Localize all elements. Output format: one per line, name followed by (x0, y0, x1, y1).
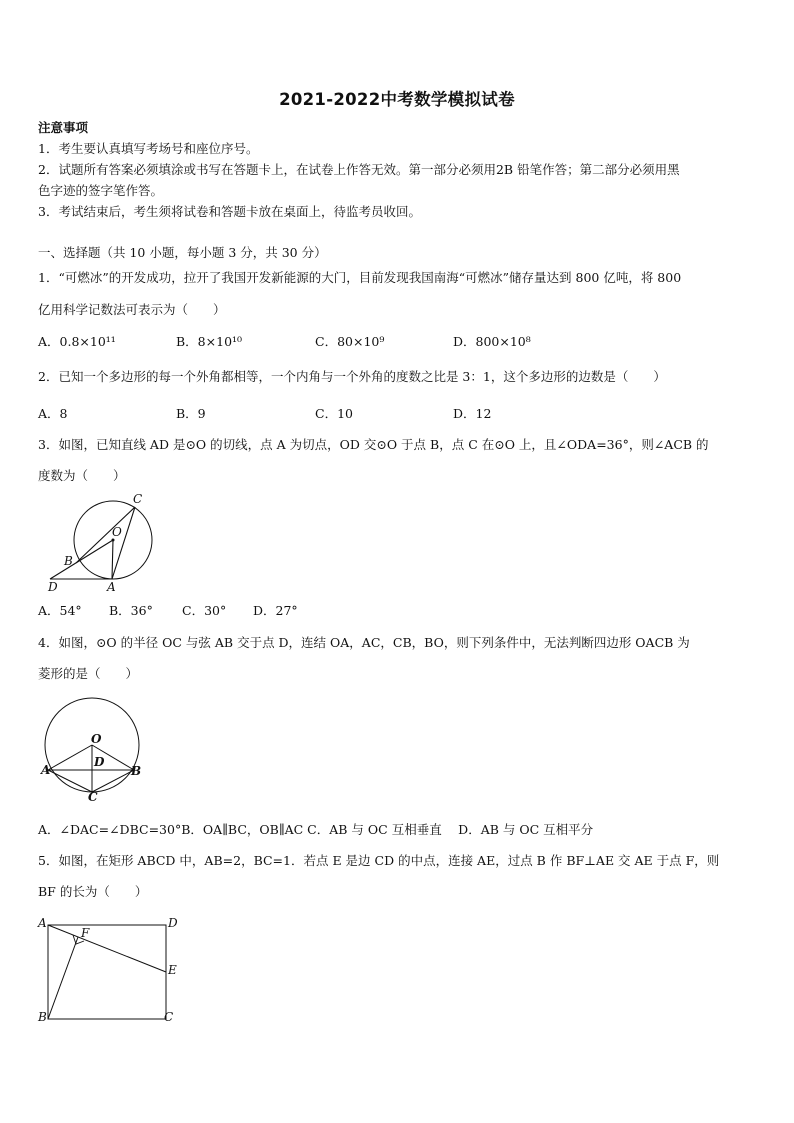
segment-ae (48, 925, 166, 972)
line-oa (112, 540, 113, 579)
question-1-line-1: 1．“可燃冰”的开发成功，拉开了我国开发新能源的大门，目前发现我国南海“可燃冰”储存量达到 800 亿吨，将 800 (38, 270, 682, 285)
label-b: B (38, 1010, 47, 1024)
question-5-line-1: 5．如图，在矩形 ABCD 中，AB=2，BC=1．若点 E 是边 CD 的中点，连接 AE，过点 B 作 BF⊥AE 交 AE 于点 F，则 (38, 853, 720, 868)
label-o: O (91, 732, 102, 746)
question-1-option-c: C．80×10⁹ (315, 334, 385, 349)
question-3-option-d: D．27° (253, 603, 298, 618)
question-3-line-1: 3．如图，已知直线 AD 是⊙O 的切线，点 A 为切点，OD 交⊙O 于点 B，点 C 在⊙O 上，且∠ODA=36°，则∠ACB 的 (38, 437, 709, 452)
label-b: B (131, 764, 142, 778)
line-do (50, 540, 113, 579)
question-1-option-a: A．0.8×10¹¹ (38, 334, 116, 349)
notes-heading: 注意事项 (38, 120, 89, 135)
label-b: B (64, 554, 73, 568)
label-d: D (94, 755, 105, 769)
question-1-option-d: D．800×10⁸ (453, 334, 531, 349)
question-4-line-2: 菱形的是（ ） (38, 666, 139, 681)
segment-bc (92, 770, 134, 792)
question-5-line-2: BF 的长为（ ） (38, 884, 148, 899)
question-3-option-c: C．30° (182, 603, 227, 618)
page-title: 2021-2022中考数学模拟试卷 (279, 90, 515, 109)
label-c: C (164, 1010, 174, 1024)
segment-ac (48, 770, 92, 792)
notes-item-2-cont: 色字迹的签字笔作答。 (38, 183, 164, 198)
label-e: E (168, 963, 177, 977)
question-1-option-b: B．8×10¹⁰ (176, 334, 243, 349)
question-4-figure (36, 690, 151, 805)
label-a: A (107, 580, 116, 594)
notes-item-1: 1．考生要认真填写考场号和座位序号。 (38, 141, 259, 156)
question-2-option-a: A．8 (38, 406, 68, 421)
question-1-line-2: 亿用科学记数法可表示为（ ） (38, 302, 226, 317)
question-3-figure (40, 490, 165, 595)
label-o: O (112, 525, 122, 539)
label-f: F (81, 926, 90, 940)
question-3-option-a: A．54° (38, 603, 82, 618)
label-c: C (133, 492, 143, 506)
question-2-line-1: 2．已知一个多边形的每一个外角都相等，一个内角与一个外角的度数之比是 3：1，这个多边形的边数是（ ） (38, 369, 666, 384)
question-2-option-c: C．10 (315, 406, 353, 421)
question-5-figure (36, 913, 186, 1028)
segment-oa (48, 745, 92, 770)
label-c: C (88, 790, 98, 804)
notes-item-2: 2．试题所有答案必须填涂或书写在答题卡上，在试卷上作答无效。第一部分必须用2B 铅笔作答；第二部分必须用黑 (38, 162, 680, 177)
segment-bf (48, 937, 78, 1019)
label-d: D (168, 916, 178, 930)
question-3-option-b: B．36° (109, 603, 153, 618)
label-d: D (48, 580, 58, 594)
label-a: A (41, 763, 51, 777)
question-3-line-2: 度数为（ ） (38, 468, 126, 483)
section-heading: 一、选择题（共 10 小题，每小题 3 分，共 30 分） (38, 245, 327, 260)
question-4-line-1: 4．如图，⊙O 的半径 OC 与弦 AB 交于点 D，连结 OA，AC，CB，BO，则下列条件中，无法判断四边形 OACB 为 (38, 635, 690, 650)
question-2-option-b: B．9 (176, 406, 206, 421)
label-a: A (38, 916, 47, 930)
question-4-options: A．∠DAC=∠DBC=30°B．OA∥BC，OB∥AC C．AB 与 OC 互相垂直 D．AB 与 OC 互相平分 (38, 822, 594, 837)
question-2-option-d: D．12 (453, 406, 492, 421)
notes-item-3: 3．考试结束后，考生须将试卷和答题卡放在桌面上，待监考员收回。 (38, 204, 421, 219)
